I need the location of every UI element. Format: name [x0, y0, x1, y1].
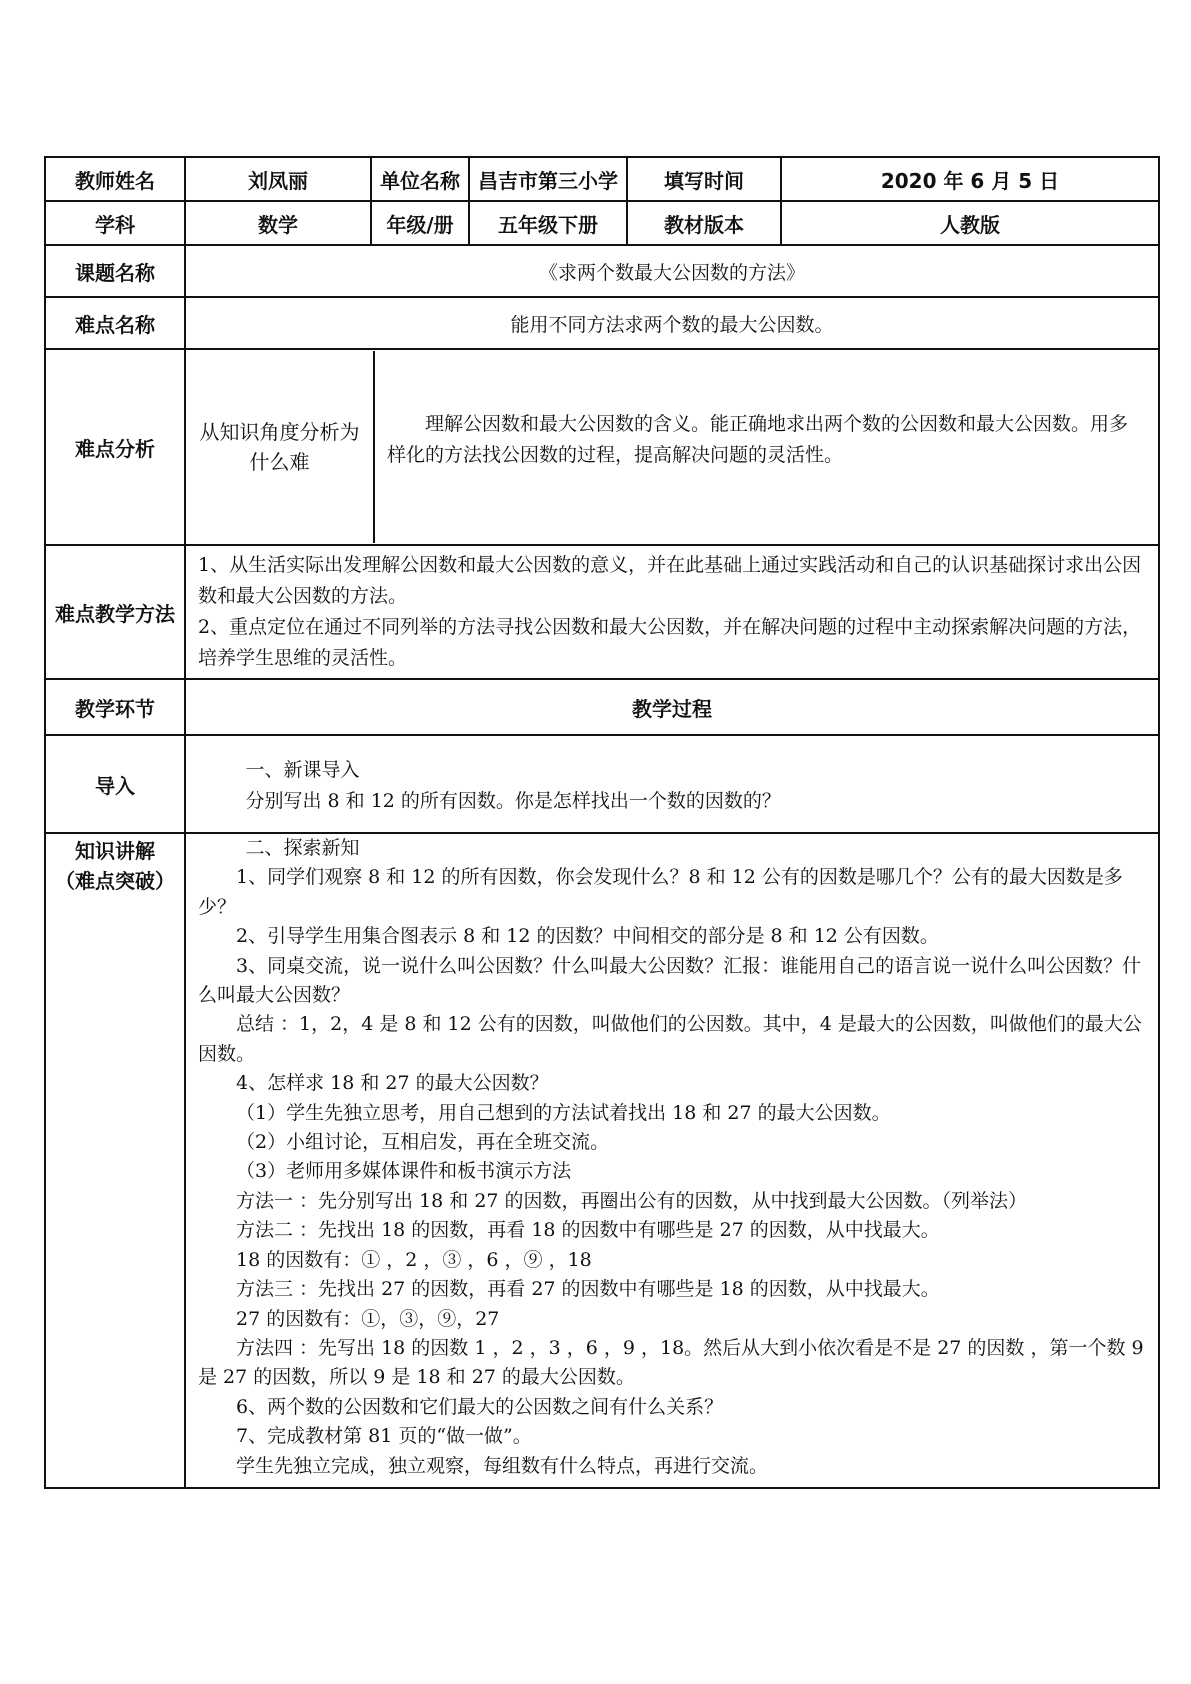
knowledge-line: 总结 ：1，2，4 是 8 和 12 公有的因数，叫做他们的公因数。其中，4 是最大的公因数，叫做他们的最大公因数。: [198, 1013, 1142, 1065]
analysis-content: [185, 349, 1159, 545]
knowledge-label-line1: 知识讲解: [75, 839, 155, 863]
knowledge-line: 方法四 ：先写出 18 的因数 1 ，2 ，3 ，6 ，9 ，18。然后从大到小依次看是不是 27 的因数 ，第一个数 9 是 27 的因数，所以 9 是 18 和 27 的最大公因数。: [198, 1336, 1144, 1389]
edition-label: 教材版本: [627, 201, 781, 245]
knowledge-line: 学生先独立完成，独立观察，每组数有什么特点，再进行交流。: [236, 1454, 769, 1477]
method-label: 难点教学方法: [45, 545, 185, 679]
topic-row: [45, 245, 1159, 297]
knowledge-line: 方法三 ：先找出 27 的因数，再看 27 的因数中有哪些是 18 的因数，从中找最大。: [236, 1278, 940, 1301]
date-value: 2020 年 6 月 5 日: [781, 157, 1159, 201]
edition-value: 人教版: [781, 201, 1159, 245]
process-label: 教学过程: [185, 679, 1159, 735]
lesson-plan-sheet: [44, 156, 1158, 1489]
intro-row: [45, 735, 1159, 833]
knowledge-line: 3、同桌交流，说一说什么叫公因数？什么叫最大公因数？汇报：谁能用自己的语言说一说什么叫公因数？什么叫最大公因数？: [198, 954, 1142, 1007]
intro-label: 导入: [45, 735, 185, 833]
knowledge-row: [45, 833, 1159, 1488]
unit-label: 单位名称: [371, 157, 469, 201]
knowledge-line: 二、探索新知: [245, 837, 360, 859]
header-row-1: [45, 157, 1159, 201]
knowledge-line: （1）学生先独立思考，用自己想到的方法试着找出 18 和 27 的最大公因数。: [236, 1101, 891, 1124]
analysis-inner: [186, 351, 1158, 543]
intro-line: 一、新课导入: [245, 759, 360, 781]
knowledge-line: 6、两个数的公因数和它们最大的公因数之间有什么关系？: [236, 1395, 724, 1418]
intro-content: [185, 735, 1159, 833]
knowledge-line: 2、引导学生用集合图表示 8 和 12 的因数？中间相交的部分是 8 和 12 公有因数。: [236, 925, 939, 948]
analysis-text: 理解公因数和最大公因数的含义。能正确地求出两个数的公因数和最大公因数。用多样化的方法找公因数的过程，提高解决问题的灵活性。: [387, 413, 1129, 466]
unit-value: 昌吉市第三小学: [469, 157, 627, 201]
teacher-value: 刘凤丽: [185, 157, 371, 201]
knowledge-line: 7、完成教材第 81 页的“做一做”。: [236, 1425, 532, 1448]
knowledge-line: 方法二 ：先找出 18 的因数，再看 18 的因数中有哪些是 27 的因数，从中找最大。: [236, 1219, 940, 1242]
intro-line: 分别写出 8 和 12 的所有因数。你是怎样找出一个数的因数的？: [245, 790, 781, 812]
method-content: [185, 545, 1159, 679]
analysis-sub-label: 从知识角度分析为什么难: [199, 420, 360, 474]
header-row-2: [45, 201, 1159, 245]
knowledge-line: 方法一 ：先分别写出 18 和 27 的因数，再圈出公有的因数，从中找到最大公因数。（列举法）: [236, 1189, 1028, 1212]
lesson-plan-table: [44, 156, 1160, 1489]
subject-value: 数学: [185, 201, 371, 245]
analysis-label: 难点分析: [45, 349, 185, 545]
topic-label: 课题名称: [45, 245, 185, 297]
knowledge-content: [185, 833, 1159, 1488]
knowledge-line: 4、怎样求 18 和 27 的最大公因数？: [236, 1072, 549, 1095]
method-row: [45, 545, 1159, 679]
process-header-row: [45, 679, 1159, 735]
difficulty-label: 难点名称: [45, 297, 185, 349]
topic-value: 《求两个数最大公因数的方法》: [185, 245, 1159, 297]
knowledge-line: （3）老师用多媒体课件和板书演示方法: [236, 1160, 572, 1183]
difficulty-value: 能用不同方法求两个数的最大公因数。: [185, 297, 1159, 349]
difficulty-row: [45, 297, 1159, 349]
grade-label: 年级/册: [371, 201, 469, 245]
stage-label: 教学环节: [45, 679, 185, 735]
knowledge-line: 18 的因数有：① ，2 ，③ ，6 ，⑨ ，18: [236, 1248, 592, 1271]
subject-label: 学科: [45, 201, 185, 245]
grade-value: 五年级下册: [469, 201, 627, 245]
knowledge-line: 27 的因数有：①，③，⑨，27: [236, 1307, 500, 1330]
analysis-text-cell: [374, 351, 1158, 543]
analysis-row: [45, 349, 1159, 545]
method-item: 2、重点定位在通过不同列举的方法寻找公因数和最大公因数，并在解决问题的过程中主动探索解决问题的方法，培养学生思维的灵活性。: [198, 616, 1142, 669]
knowledge-line: （2）小组讨论，互相启发，再在全班交流。: [236, 1131, 610, 1154]
method-item: 1、从生活实际出发理解公因数和最大公因数的意义，并在此基础上通过实践活动和自己的认识基础探讨求出公因数和最大公因数的方法。: [198, 554, 1142, 607]
teacher-label: 教师姓名: [45, 157, 185, 201]
knowledge-label: [45, 833, 185, 1488]
date-label: 填写时间: [627, 157, 781, 201]
knowledge-label-line2: （难点突破）: [55, 869, 175, 893]
knowledge-line: 1、同学们观察 8 和 12 的所有因数，你会发现什么？8 和 12 公有的因数是哪几个？公有的最大因数是多少？: [198, 866, 1123, 918]
